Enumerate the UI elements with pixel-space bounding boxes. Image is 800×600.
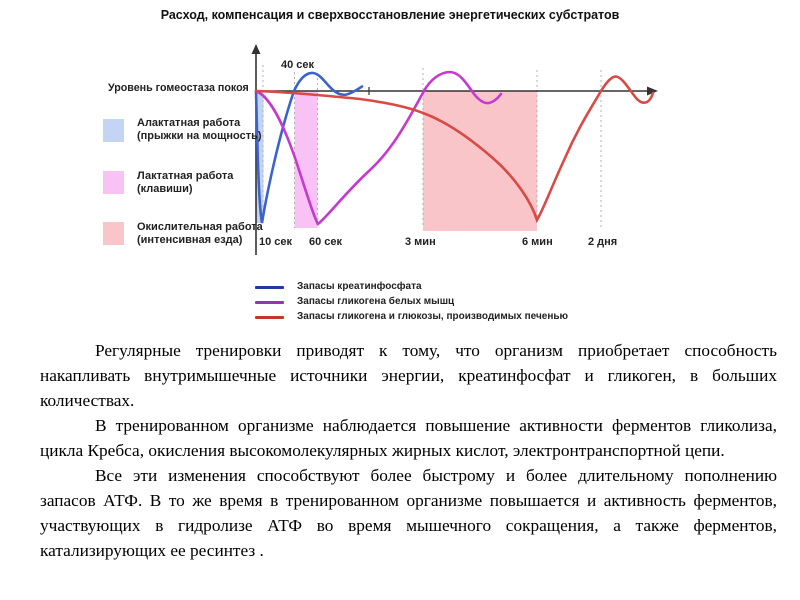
zone-label-oxidative-line2: (интенсивная езда) — [137, 234, 243, 246]
slide-title: Расход, компенсация и сверхвосстановление энергетических субстратов — [160, 8, 620, 22]
x-tick-60s: 60 сек — [309, 236, 343, 248]
legend-label-muscle-glycogen: Запасы гликогена белых мышц — [297, 296, 455, 307]
x-tick-10s: 10 сек — [259, 236, 293, 248]
paragraph-1: Регулярные тренировки приводят к тому, что организм приобретает способность накапливать внутримышечные источники энергии, креатинфосфат и гликоген, в больших количествах. — [40, 341, 777, 410]
legend-line-creatine — [255, 286, 284, 289]
zone-label-alactate-line1: Алактатная работа — [137, 117, 241, 129]
zone-swatch-lactate — [103, 171, 124, 194]
legend-line-muscle-glycogen — [255, 301, 284, 304]
zone-label-lactate — [137, 170, 233, 196]
zone-label-lactate-line1: Лактатная работа — [137, 170, 234, 182]
peak-annotation: 40 сек — [281, 59, 315, 71]
x-tick-6m: 6 мин — [522, 236, 553, 248]
zone-label-oxidative — [137, 221, 263, 247]
zone-swatch-oxidative — [103, 222, 124, 245]
paragraph-2: В тренированном организме наблюдается повышение активности ферментов гликолиза, цикла Кребса, окисления высокомолекулярных жирных кислот, электронтранспортной цепи. — [40, 416, 777, 460]
baseline-label: Уровень гомеостаза покоя — [108, 82, 249, 94]
zone-label-lactate-line2: (клавиши) — [137, 183, 193, 195]
zone-label-oxidative-line1: Окислительная работа — [137, 221, 263, 233]
zone-oxidative-band — [423, 91, 537, 231]
x-tick-2d: 2 дня — [588, 236, 618, 248]
y-axis-arrow — [252, 44, 261, 54]
body-text — [40, 338, 777, 563]
zone-label-alactate — [137, 117, 262, 143]
legend-label-liver-glycogen: Запасы гликогена и глюкозы, производимых печенью — [297, 311, 569, 322]
zone-lactate-band — [295, 91, 318, 228]
zone-swatch-alactate — [103, 119, 124, 142]
legend-line-liver-glycogen — [255, 316, 284, 319]
x-tick-3m: 3 мин — [405, 236, 436, 248]
legend-label-creatine: Запасы креатинфосфата — [297, 281, 422, 292]
paragraph-3: Все эти изменения способствуют более быстрому и более длительному пополнению запасов АТФ. В то же время в тренированном организме повышается и активность ферментов, участвующих в гидролизе АТФ во время мышечного сокращения, а также ферментов, катализирующих ее ресинтез . — [40, 466, 777, 560]
zone-label-alactate-line2: (прыжки на мощность) — [137, 130, 262, 142]
